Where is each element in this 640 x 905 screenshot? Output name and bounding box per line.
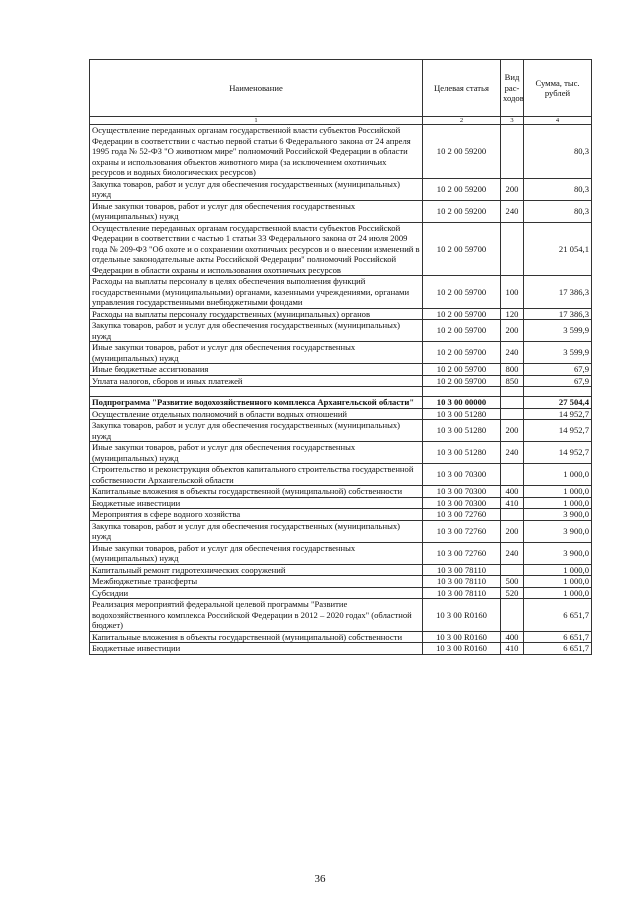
row-name-cell: Закупка товаров, работ и услуг для обеспечения государственных (муниципальных) нужд	[90, 320, 423, 342]
row-name-cell: Иные закупки товаров, работ и услуг для обеспечения государственных (муниципальных) нужд	[90, 200, 423, 222]
row-name-cell: Расходы на выплаты персоналу в целях обеспечения выполнения функций государственными (муниципальными) органами, казенными учреждениями, органами управления государственными внебюджетными фондами	[90, 276, 423, 309]
row-article-cell: 10 3 00 72760	[423, 509, 501, 521]
row-article-cell: 10 2 00 59200	[423, 178, 501, 200]
row-article-cell: 10 3 00 R0160	[423, 631, 501, 643]
row-name-cell	[90, 387, 423, 397]
row-article-cell: 10 3 00 51280	[423, 442, 501, 464]
table-row	[90, 442, 592, 464]
row-expense-type-cell: 100	[501, 276, 524, 309]
row-name-cell: Осуществление отдельных полномочий в области водных отношений	[90, 408, 423, 420]
row-article-cell: 10 3 00 R0160	[423, 599, 501, 632]
row-sum-cell: 6 651,7	[524, 599, 592, 632]
row-article-cell: 10 2 00 59200	[423, 200, 501, 222]
table-row	[90, 200, 592, 222]
table-row	[90, 342, 592, 364]
row-name-cell: Капитальные вложения в объекты государственной (муниципальной) собственности	[90, 631, 423, 643]
row-name-cell: Бюджетные инвестиции	[90, 643, 423, 655]
row-sum-cell: 1 000,0	[524, 497, 592, 509]
row-article-cell: 10 3 00 78110	[423, 576, 501, 588]
row-article-cell: 10 3 00 72760	[423, 520, 501, 542]
table-row	[90, 408, 592, 420]
column-number: 1	[90, 117, 423, 125]
table-row	[90, 375, 592, 387]
row-article-cell: 10 2 00 59700	[423, 320, 501, 342]
row-name-cell: Иные закупки товаров, работ и услуг для обеспечения государственных (муниципальных) нужд	[90, 342, 423, 364]
column-number: 4	[524, 117, 592, 125]
row-article-cell: 10 3 00 70300	[423, 497, 501, 509]
row-expense-type-cell	[501, 222, 524, 276]
table-row	[90, 520, 592, 542]
table-row	[90, 599, 592, 632]
table-row	[90, 576, 592, 588]
row-article-cell: 10 2 00 59700	[423, 222, 501, 276]
header-sum: Сумма, тыс. рублей	[524, 60, 592, 117]
row-expense-type-cell: 240	[501, 342, 524, 364]
table-row	[90, 464, 592, 486]
row-expense-type-cell: 200	[501, 520, 524, 542]
table-row	[90, 509, 592, 521]
row-sum-cell: 3 599,9	[524, 342, 592, 364]
row-expense-type-cell	[501, 564, 524, 576]
row-expense-type-cell	[501, 464, 524, 486]
row-expense-type-cell: 200	[501, 320, 524, 342]
row-name-cell: Закупка товаров, работ и услуг для обеспечения государственных (муниципальных) нужд	[90, 420, 423, 442]
row-expense-type-cell	[501, 599, 524, 632]
row-sum-cell: 3 599,9	[524, 320, 592, 342]
row-name-cell: Строительство и реконструкция объектов капитального строительства государственной собственности Архангельской области	[90, 464, 423, 486]
row-name-cell: Расходы на выплаты персоналу государственных (муниципальных) органов	[90, 308, 423, 320]
row-expense-type-cell: 400	[501, 486, 524, 498]
table-row	[90, 320, 592, 342]
row-expense-type-cell: 120	[501, 308, 524, 320]
row-expense-type-cell: 240	[501, 542, 524, 564]
row-name-cell: Уплата налогов, сборов и иных платежей	[90, 375, 423, 387]
header-article: Целевая статья	[423, 60, 501, 117]
row-name-cell: Мероприятия в сфере водного хозяйства	[90, 509, 423, 521]
budget-table	[89, 59, 592, 655]
row-name-cell: Иные бюджетные ассигнования	[90, 364, 423, 376]
table-body	[90, 125, 592, 655]
row-expense-type-cell: 410	[501, 643, 524, 655]
row-expense-type-cell	[501, 509, 524, 521]
table-row	[90, 308, 592, 320]
table-row	[90, 631, 592, 643]
table-row	[90, 397, 592, 409]
row-sum-cell: 14 952,7	[524, 408, 592, 420]
row-name-cell: Капитальные вложения в объекты государственной (муниципальной) собственности	[90, 486, 423, 498]
header-expense-type: Вид рас-ходов	[501, 60, 524, 117]
row-sum-cell: 14 952,7	[524, 442, 592, 464]
row-sum-cell: 17 386,3	[524, 276, 592, 309]
row-article-cell: 10 3 00 51280	[423, 408, 501, 420]
row-article-cell: 10 3 00 78110	[423, 587, 501, 599]
row-article-cell: 10 3 00 51280	[423, 420, 501, 442]
row-sum-cell: 80,3	[524, 200, 592, 222]
row-name-cell: Межбюджетные трансферты	[90, 576, 423, 588]
row-expense-type-cell: 520	[501, 587, 524, 599]
row-expense-type-cell: 500	[501, 576, 524, 588]
row-expense-type-cell	[501, 387, 524, 397]
row-sum-cell: 14 952,7	[524, 420, 592, 442]
row-name-cell: Субсидии	[90, 587, 423, 599]
row-expense-type-cell: 200	[501, 420, 524, 442]
row-expense-type-cell: 240	[501, 442, 524, 464]
row-sum-cell: 3 900,0	[524, 520, 592, 542]
row-article-cell: 10 2 00 59700	[423, 342, 501, 364]
row-sum-cell: 1 000,0	[524, 486, 592, 498]
table-row	[90, 387, 592, 397]
column-number: 3	[501, 117, 524, 125]
row-sum-cell: 21 054,1	[524, 222, 592, 276]
row-sum-cell: 80,3	[524, 125, 592, 179]
row-article-cell: 10 2 00 59700	[423, 364, 501, 376]
page-number: 36	[314, 873, 326, 885]
column-number: 2	[423, 117, 501, 125]
table-row	[90, 542, 592, 564]
row-name-cell: Бюджетные инвестиции	[90, 497, 423, 509]
row-article-cell: 10 2 00 59700	[423, 308, 501, 320]
row-sum-cell: 67,9	[524, 364, 592, 376]
table-row	[90, 643, 592, 655]
row-article-cell: 10 3 00 70300	[423, 486, 501, 498]
header-name: Наименование	[90, 60, 423, 117]
row-name-cell: Иные закупки товаров, работ и услуг для обеспечения государственных (муниципальных) нужд	[90, 442, 423, 464]
row-expense-type-cell: 850	[501, 375, 524, 387]
table-row	[90, 497, 592, 509]
row-sum-cell	[524, 387, 592, 397]
table-row	[90, 564, 592, 576]
row-name-cell: Закупка товаров, работ и услуг для обеспечения государственных (муниципальных) нужд	[90, 520, 423, 542]
row-name-cell: Подпрограмма "Развитие водохозяйственного комплекса Архангельской области"	[90, 397, 423, 409]
row-article-cell: 10 2 00 59700	[423, 276, 501, 309]
row-article-cell: 10 3 00 72760	[423, 542, 501, 564]
row-sum-cell: 27 504,4	[524, 397, 592, 409]
row-article-cell: 10 3 00 78110	[423, 564, 501, 576]
row-expense-type-cell	[501, 125, 524, 179]
row-name-cell: Закупка товаров, работ и услуг для обеспечения государственных (муниципальных) нужд	[90, 178, 423, 200]
row-sum-cell: 6 651,7	[524, 643, 592, 655]
row-article-cell: 10 3 00 R0160	[423, 643, 501, 655]
row-expense-type-cell: 400	[501, 631, 524, 643]
row-sum-cell: 6 651,7	[524, 631, 592, 643]
row-expense-type-cell: 410	[501, 497, 524, 509]
header-row	[90, 60, 592, 117]
table-row	[90, 178, 592, 200]
column-number-row	[90, 117, 592, 125]
table-row	[90, 364, 592, 376]
row-sum-cell: 1 000,0	[524, 564, 592, 576]
row-article-cell: 10 2 00 59700	[423, 375, 501, 387]
row-article-cell	[423, 387, 501, 397]
row-sum-cell: 1 000,0	[524, 464, 592, 486]
row-article-cell: 10 3 00 00000	[423, 397, 501, 409]
row-sum-cell: 1 000,0	[524, 587, 592, 599]
row-sum-cell: 17 386,3	[524, 308, 592, 320]
row-name-cell: Осуществление переданных органам государственной власти субъектов Российской Федерации в соответствии с частью 1 статьи 33 Федерального закона от 24 июля 2009 года № 209-ФЗ "Об охоте и о сохранении охотничьих ресурсов и о внесении изменений в отдельные законодательные акты Российской Федерации" полномочий Российской Федерации в области охраны и использования охотничьих ресурсов	[90, 222, 423, 276]
row-name-cell: Осуществление переданных органам государственной власти субъектов Российской Федерации в соответствии с частью первой статьи 6 Федерального закона от 24 апреля 1995 года № 52-ФЗ "О животном мире" полномочий Российской Федерации в области охраны и использования объектов животного мира (за исключением охотничьих ресурсов и водных биологических ресурсов)	[90, 125, 423, 179]
row-expense-type-cell: 800	[501, 364, 524, 376]
row-expense-type-cell	[501, 408, 524, 420]
table-row	[90, 420, 592, 442]
row-expense-type-cell	[501, 397, 524, 409]
row-name-cell: Иные закупки товаров, работ и услуг для обеспечения государственных (муниципальных) нужд	[90, 542, 423, 564]
row-name-cell: Капитальный ремонт гидротехнических сооружений	[90, 564, 423, 576]
row-sum-cell: 3 900,0	[524, 509, 592, 521]
row-sum-cell: 1 000,0	[524, 576, 592, 588]
table-row	[90, 587, 592, 599]
row-expense-type-cell: 200	[501, 178, 524, 200]
table-row	[90, 125, 592, 179]
table-row	[90, 276, 592, 309]
row-expense-type-cell: 240	[501, 200, 524, 222]
table-row	[90, 486, 592, 498]
row-sum-cell: 80,3	[524, 178, 592, 200]
row-sum-cell: 67,9	[524, 375, 592, 387]
row-name-cell: Реализация мероприятий федеральной целевой программы "Развитие водохозяйственного комплекса Российской Федерации в 2012 – 2020 годах" (областной бюджет)	[90, 599, 423, 632]
row-article-cell: 10 2 00 59200	[423, 125, 501, 179]
row-sum-cell: 3 900,0	[524, 542, 592, 564]
row-article-cell: 10 3 00 70300	[423, 464, 501, 486]
table-row	[90, 222, 592, 276]
